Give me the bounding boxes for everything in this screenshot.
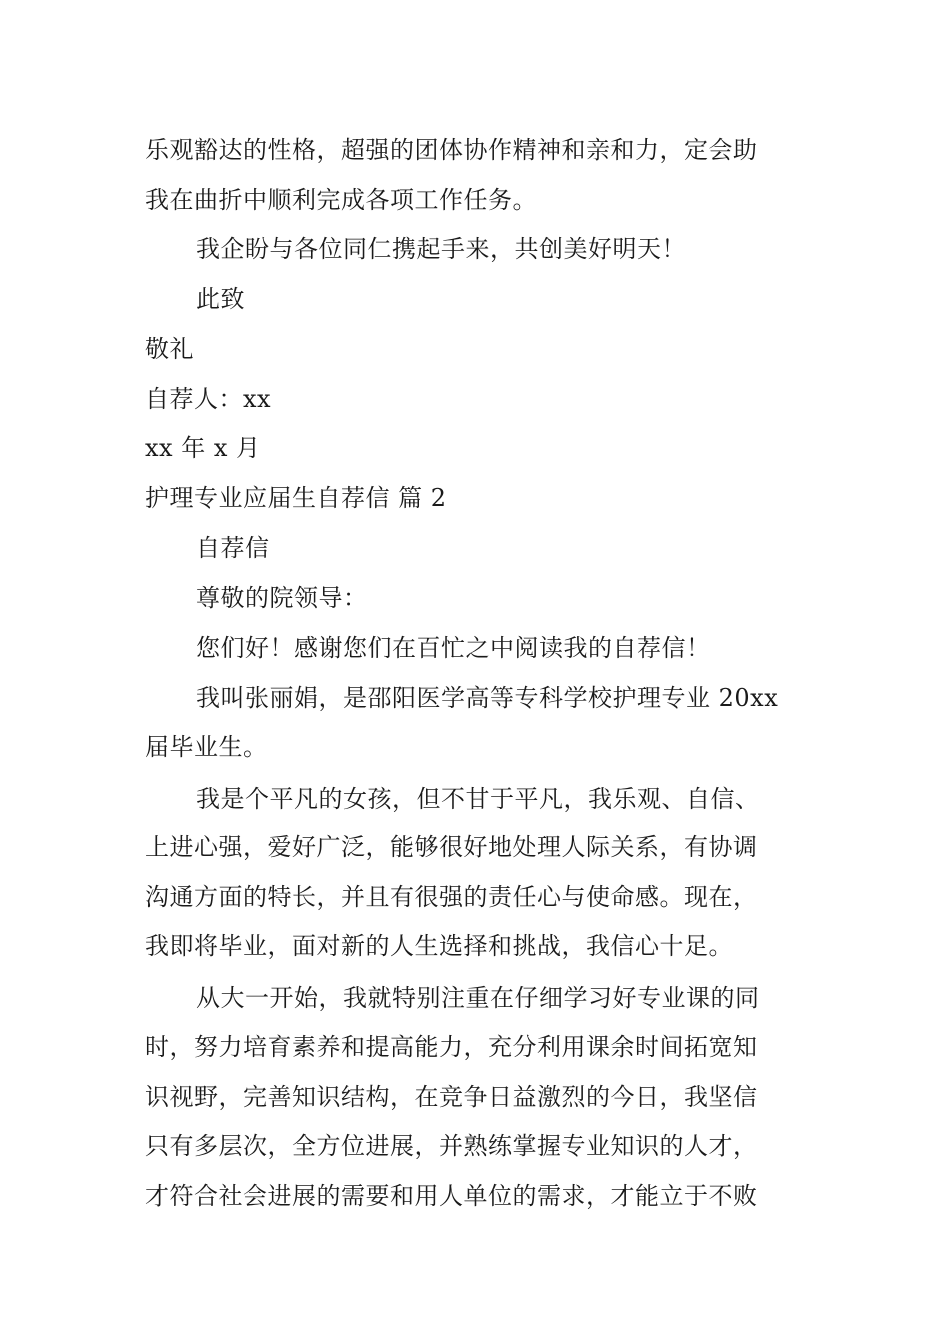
paragraph-line: 我是个平凡的女孩，但不甘于平凡，我乐观、自信、	[196, 785, 760, 813]
paragraph-line: 届毕业生。	[145, 733, 268, 761]
letter-greeting: 尊敬的院领导：	[196, 584, 368, 612]
paragraph-line: 时，努力培育素养和提高能力，充分利用课余时间拓宽知	[145, 1033, 758, 1061]
paragraph-line: 沟通方面的特长，并且有很强的责任心与使命感。现在，	[145, 883, 758, 911]
closing-regards: 敬礼	[145, 335, 194, 363]
signature-line: 自荐人：xx	[145, 385, 272, 413]
paragraph-line: 我叫张丽娟，是邵阳医学高等专科学校护理专业 20xx	[196, 684, 779, 712]
paragraph-line: 上进心强，爱好广泛，能够很好地处理人际关系，有协调	[145, 833, 758, 861]
letter-title: 自荐信	[196, 534, 270, 562]
paragraph-line: 我即将毕业，面对新的人生选择和挑战，我信心十足。	[145, 932, 733, 960]
paragraph-line: 我企盼与各位同仁携起手来，共创美好明天！	[196, 235, 686, 263]
paragraph-line: 从大一开始，我就特别注重在仔细学习好专业课的同	[196, 984, 760, 1012]
paragraph-line: 乐观豁达的性格，超强的团体协作精神和亲和力，定会助	[145, 136, 758, 164]
paragraph-line: 才符合社会进展的需要和用人单位的需求，才能立于不败	[145, 1182, 758, 1210]
paragraph-line: 识视野，完善知识结构，在竞争日益激烈的今日，我坚信	[145, 1083, 758, 1111]
paragraph-line: 您们好！感谢您们在百忙之中阅读我的自荐信！	[196, 634, 711, 662]
paragraph-line: 我在曲折中顺利完成各项工作任务。	[145, 186, 537, 214]
paragraph-line: 只有多层次，全方位进展，并熟练掌握专业知识的人才，	[145, 1132, 758, 1160]
section-heading: 护理专业应届生自荐信 篇 2	[145, 484, 447, 512]
date-line: xx 年 x 月	[145, 434, 261, 462]
closing-salutation: 此致	[196, 285, 245, 313]
